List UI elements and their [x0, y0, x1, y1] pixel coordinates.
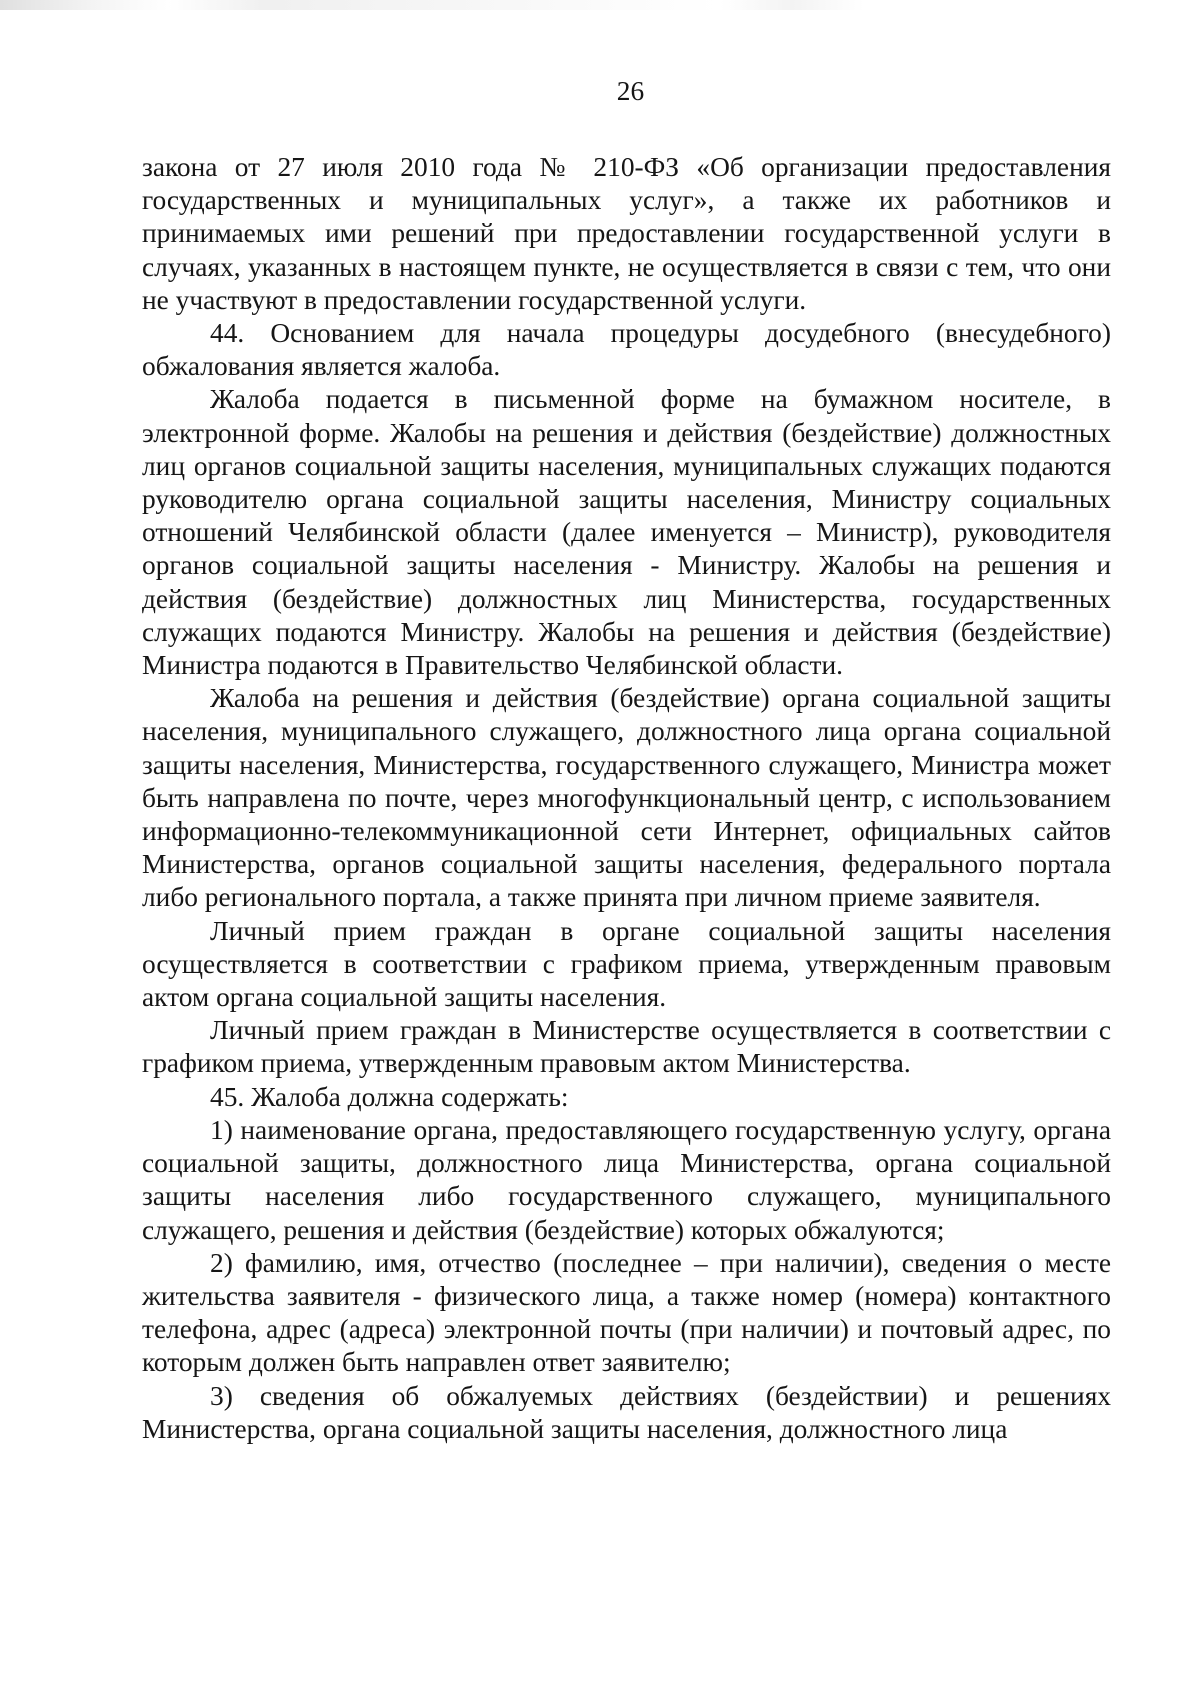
- page-number: 26: [616, 76, 645, 106]
- paragraph-45: 45. Жалоба должна содержать:: [210, 1081, 569, 1112]
- list-item-2: 2) фамилию, имя, отчество (последнее – при наличии), сведения о месте жительства заявителя - физического лица, а также номер (номера) контактного телефона, адрес (адреса) электронной почты (при наличии) и почтовый адрес, по которым должен быть направлен ответ заявителю;: [142, 1247, 1111, 1378]
- paragraph-complaint-form: Жалоба подается в письменной форме на бумажном носителе, в электронной форме. Жалобы на решения и действия (бездействие) должностных лиц органов социальной защиты населения, муниципальных служащих подаются руководителю органа социальной защиты населения, Министру социальных отношений Челябинской области (далее именуется – Министр), руководителя органов социальной защиты населения - Министру. Жалобы на решения и действия (бездействие) должностных лиц Министерства, государственных служащих подаются Министру. Жалобы на решения и действия (бездействие) Министра подаются в Правительство Челябинской области.: [142, 384, 1111, 681]
- list-item-3: 3) сведения об обжалуемых действиях (бездействии) и решениях Министерства, органа социальной защиты населения, должностного лица: [142, 1380, 1111, 1444]
- paragraph-reception-social: Личный прием граждан в органе социальной защиты населения осуществляется в соответствии с графиком приема, утвержденным правовым актом органа социальной защиты населения.: [142, 915, 1111, 1013]
- paragraph-44: 44. Основанием для начала процедуры досудебного (внесудебного) обжалования является жалоба.: [142, 318, 1111, 382]
- paragraph-continuation: закона от 27 июля 2010 года № 210-ФЗ «Об организации предоставления государственных и муниципальных услуг», а также их работников и принимаемых ими решений при предоставлении государственной услуги в случаях, указанных в настоящем пункте, не осуществляется в связи с тем, что они не участвуют в предоставлении государственной услуги.: [142, 152, 1111, 315]
- paragraph-complaint-delivery: Жалоба на решения и действия (бездействие) органа социальной защиты населения, муниципального служащего, должностного лица органа социальной защиты населения, Министерства, государственного служащего, Министра может быть направлена по почте, через многофункциональный центр, с использованием информационно-телекоммуникационной сети Интернет, официальных сайтов Министерства, органов социальной защиты населения, федерального портала либо регионального портала, а также принята при личном приеме заявителя.: [142, 683, 1111, 913]
- paragraph-reception-ministry: Личный прием граждан в Министерстве осуществляется в соответствии с графиком приема, утвержденным правовым актом Министерства.: [142, 1015, 1111, 1079]
- list-item-1: 1) наименование органа, предоставляющего государственную услугу, органа социальной защиты, должностного лица Министерства, органа социальной защиты населения либо государственного служащего, муниципального служащего, решения и действия (бездействие) которых обжалуются;: [142, 1114, 1111, 1245]
